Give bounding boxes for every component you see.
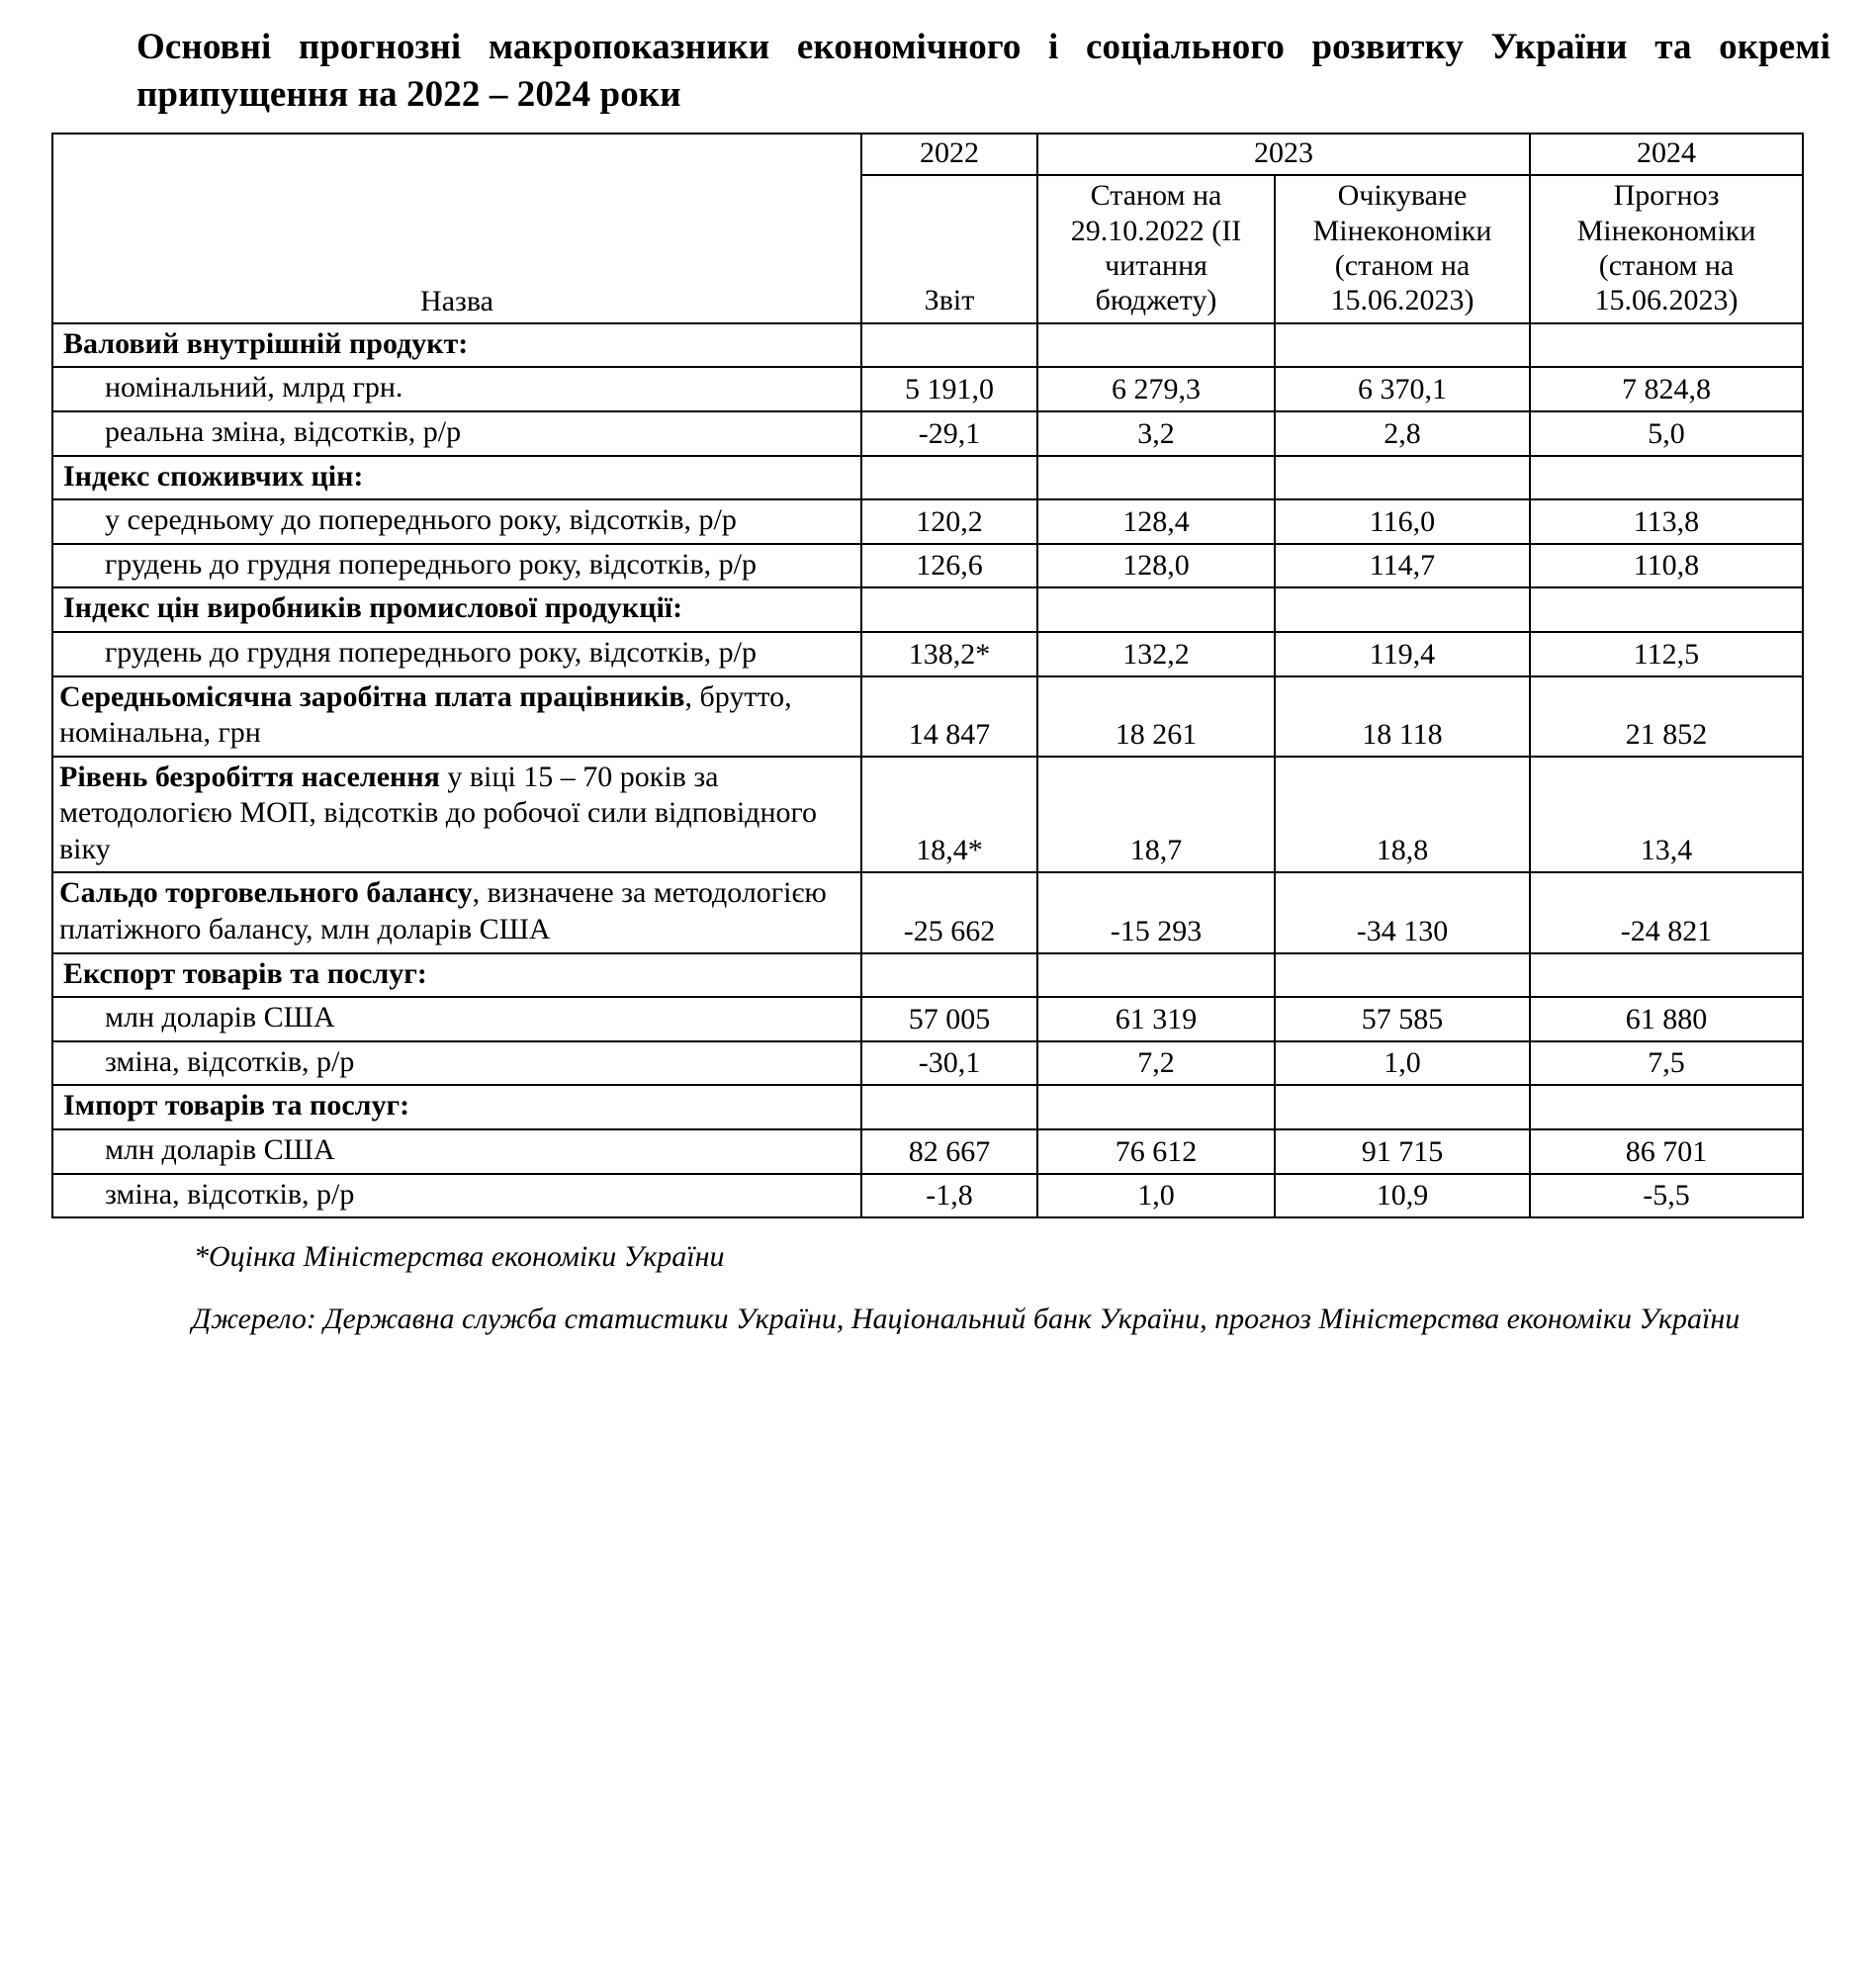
cell-value: -25 662 <box>861 872 1037 952</box>
cell-value <box>861 456 1037 500</box>
row-label: Валовий внутрішній продукт: <box>52 323 861 368</box>
source-text: Джерело: Державна служба статистики України, Національний банк України, прогноз Міністерства економіки України <box>192 1303 1741 1336</box>
cell-value: 14 847 <box>861 676 1037 757</box>
row-label: у середньому до попереднього року, відсотків, р/р <box>52 499 861 544</box>
row-label: реальна зміна, відсотків, р/р <box>52 411 861 456</box>
cell-value: 5 191,0 <box>861 367 1037 411</box>
cell-value <box>861 1085 1037 1129</box>
cell-value: 13,4 <box>1530 757 1803 873</box>
cell-value <box>1037 953 1275 998</box>
column-header-name: Назва <box>52 134 861 323</box>
row-label <box>52 872 861 952</box>
row-label: млн доларів США <box>52 1129 861 1174</box>
cell-value: 5,0 <box>1530 411 1803 456</box>
cell-value: 6 370,1 <box>1275 367 1530 411</box>
cell-value: 138,2* <box>861 632 1037 676</box>
cell-value <box>1530 456 1803 500</box>
cell-value: 18,7 <box>1037 757 1275 873</box>
table-row <box>52 367 1803 411</box>
row-label: Індекс споживчих цін: <box>52 456 861 500</box>
table-row <box>52 587 1803 632</box>
cell-value <box>861 323 1037 368</box>
cell-value: -30,1 <box>861 1041 1037 1086</box>
cell-value <box>1275 587 1530 632</box>
cell-value: 113,8 <box>1530 499 1803 544</box>
cell-value: 82 667 <box>861 1129 1037 1174</box>
cell-value: 18 118 <box>1275 676 1530 757</box>
cell-value: 2,8 <box>1275 411 1530 456</box>
cell-value: 18 261 <box>1037 676 1275 757</box>
cell-value: 6 279,3 <box>1037 367 1275 411</box>
cell-value <box>1037 323 1275 368</box>
table-row <box>52 1129 1803 1174</box>
table-row <box>52 1085 1803 1129</box>
cell-value: 114,7 <box>1275 544 1530 588</box>
cell-value: 76 612 <box>1037 1129 1275 1174</box>
cell-value: -34 130 <box>1275 872 1530 952</box>
cell-value: 10,9 <box>1275 1174 1530 1218</box>
cell-value <box>861 587 1037 632</box>
column-subheader-budget-reading: Станом на 29.10.2022 (ІІ читання бюджету) <box>1037 175 1275 323</box>
cell-value: 7,2 <box>1037 1041 1275 1086</box>
table-header <box>52 134 1803 323</box>
table-row <box>52 676 1803 757</box>
cell-value: 91 715 <box>1275 1129 1530 1174</box>
row-label-bold: Середньомісячна заробітна плата працівників <box>59 679 685 713</box>
cell-value: 128,4 <box>1037 499 1275 544</box>
row-label: зміна, відсотків, р/р <box>52 1041 861 1086</box>
table-footnote: *Оцінка Міністерства економіки України <box>194 1240 725 1274</box>
table-row <box>52 323 1803 368</box>
row-label: Імпорт товарів та послуг: <box>52 1085 861 1129</box>
cell-value: 3,2 <box>1037 411 1275 456</box>
row-label-rest: у віці 15 – 70 років за методологією МОП, відсотків до робочої сили відповідного віку <box>59 760 818 865</box>
macro-indicators-table <box>51 133 1804 1218</box>
cell-value <box>1530 953 1803 998</box>
row-label: номінальний, млрд грн. <box>52 367 861 411</box>
column-subheader-expected: Очікуване Мінекономіки (станом на 15.06.2023) <box>1275 175 1530 323</box>
cell-value <box>1037 1085 1275 1129</box>
cell-value: 21 852 <box>1530 676 1803 757</box>
cell-value: 120,2 <box>861 499 1037 544</box>
table-source <box>45 1300 1831 1338</box>
table-row <box>52 544 1803 588</box>
cell-value: 116,0 <box>1275 499 1530 544</box>
cell-value <box>1275 456 1530 500</box>
cell-value: 1,0 <box>1037 1174 1275 1218</box>
table-row <box>52 456 1803 500</box>
cell-value: 132,2 <box>1037 632 1275 676</box>
cell-value: 18,8 <box>1275 757 1530 873</box>
cell-value: 110,8 <box>1530 544 1803 588</box>
row-label-bold: Сальдо торговельного балансу <box>59 876 473 910</box>
cell-value: 1,0 <box>1275 1041 1530 1086</box>
table-row <box>52 1174 1803 1218</box>
table-row <box>52 632 1803 676</box>
row-label: Індекс цін виробників промислової продукції: <box>52 587 861 632</box>
column-subheader-forecast: Прогноз Мінекономіки (станом на 15.06.2023) <box>1530 175 1803 323</box>
cell-value: 61 880 <box>1530 997 1803 1041</box>
cell-value: 7 824,8 <box>1530 367 1803 411</box>
row-label-bold: Рівень безробіття населення <box>59 760 440 793</box>
cell-value: 61 319 <box>1037 997 1275 1041</box>
header-row-years <box>52 134 1803 175</box>
cell-value: 128,0 <box>1037 544 1275 588</box>
row-label-rest: , брутто, номінальна, грн <box>59 679 792 750</box>
table-row <box>52 872 1803 952</box>
cell-value <box>1275 1085 1530 1129</box>
cell-value: -29,1 <box>861 411 1037 456</box>
row-label: млн доларів США <box>52 997 861 1041</box>
table-row <box>52 1041 1803 1086</box>
cell-value: -5,5 <box>1530 1174 1803 1218</box>
cell-value <box>1530 587 1803 632</box>
cell-value: 57 585 <box>1275 997 1530 1041</box>
cell-value <box>1275 953 1530 998</box>
table-row <box>52 411 1803 456</box>
row-label: грудень до грудня попереднього року, відсотків, р/р <box>52 632 861 676</box>
column-header-year-2022: 2022 <box>861 134 1037 175</box>
cell-value <box>1037 456 1275 500</box>
cell-value <box>1037 587 1275 632</box>
table-row <box>52 757 1803 873</box>
table-row <box>52 997 1803 1041</box>
column-header-year-2023: 2023 <box>1037 134 1530 175</box>
cell-value: -1,8 <box>861 1174 1037 1218</box>
table-body <box>52 323 1803 1217</box>
row-label: зміна, відсотків, р/р <box>52 1174 861 1218</box>
cell-value <box>1530 1085 1803 1129</box>
cell-value: 18,4* <box>861 757 1037 873</box>
row-label: грудень до грудня попереднього року, відсотків, р/р <box>52 544 861 588</box>
table-row <box>52 499 1803 544</box>
cell-value: 119,4 <box>1275 632 1530 676</box>
row-label-rest: , визначене за методологією платіжного балансу, млн доларів США <box>59 876 827 946</box>
table-row <box>52 953 1803 998</box>
cell-value: 57 005 <box>861 997 1037 1041</box>
cell-value: -24 821 <box>1530 872 1803 952</box>
cell-value: -15 293 <box>1037 872 1275 952</box>
page-title: Основні прогнозні макропоказники економічного і соціального розвитку України та окремі припущення на 2022 – 2024 роки <box>136 27 1831 116</box>
column-header-year-2024: 2024 <box>1530 134 1803 175</box>
cell-value: 86 701 <box>1530 1129 1803 1174</box>
row-label <box>52 757 861 873</box>
cell-value <box>1530 323 1803 368</box>
cell-value <box>861 953 1037 998</box>
row-label <box>52 676 861 757</box>
row-label: Експорт товарів та послуг: <box>52 953 861 998</box>
cell-value: 126,6 <box>861 544 1037 588</box>
cell-value <box>1275 323 1530 368</box>
column-subheader-report: Звіт <box>861 175 1037 323</box>
cell-value: 112,5 <box>1530 632 1803 676</box>
cell-value: 7,5 <box>1530 1041 1803 1086</box>
